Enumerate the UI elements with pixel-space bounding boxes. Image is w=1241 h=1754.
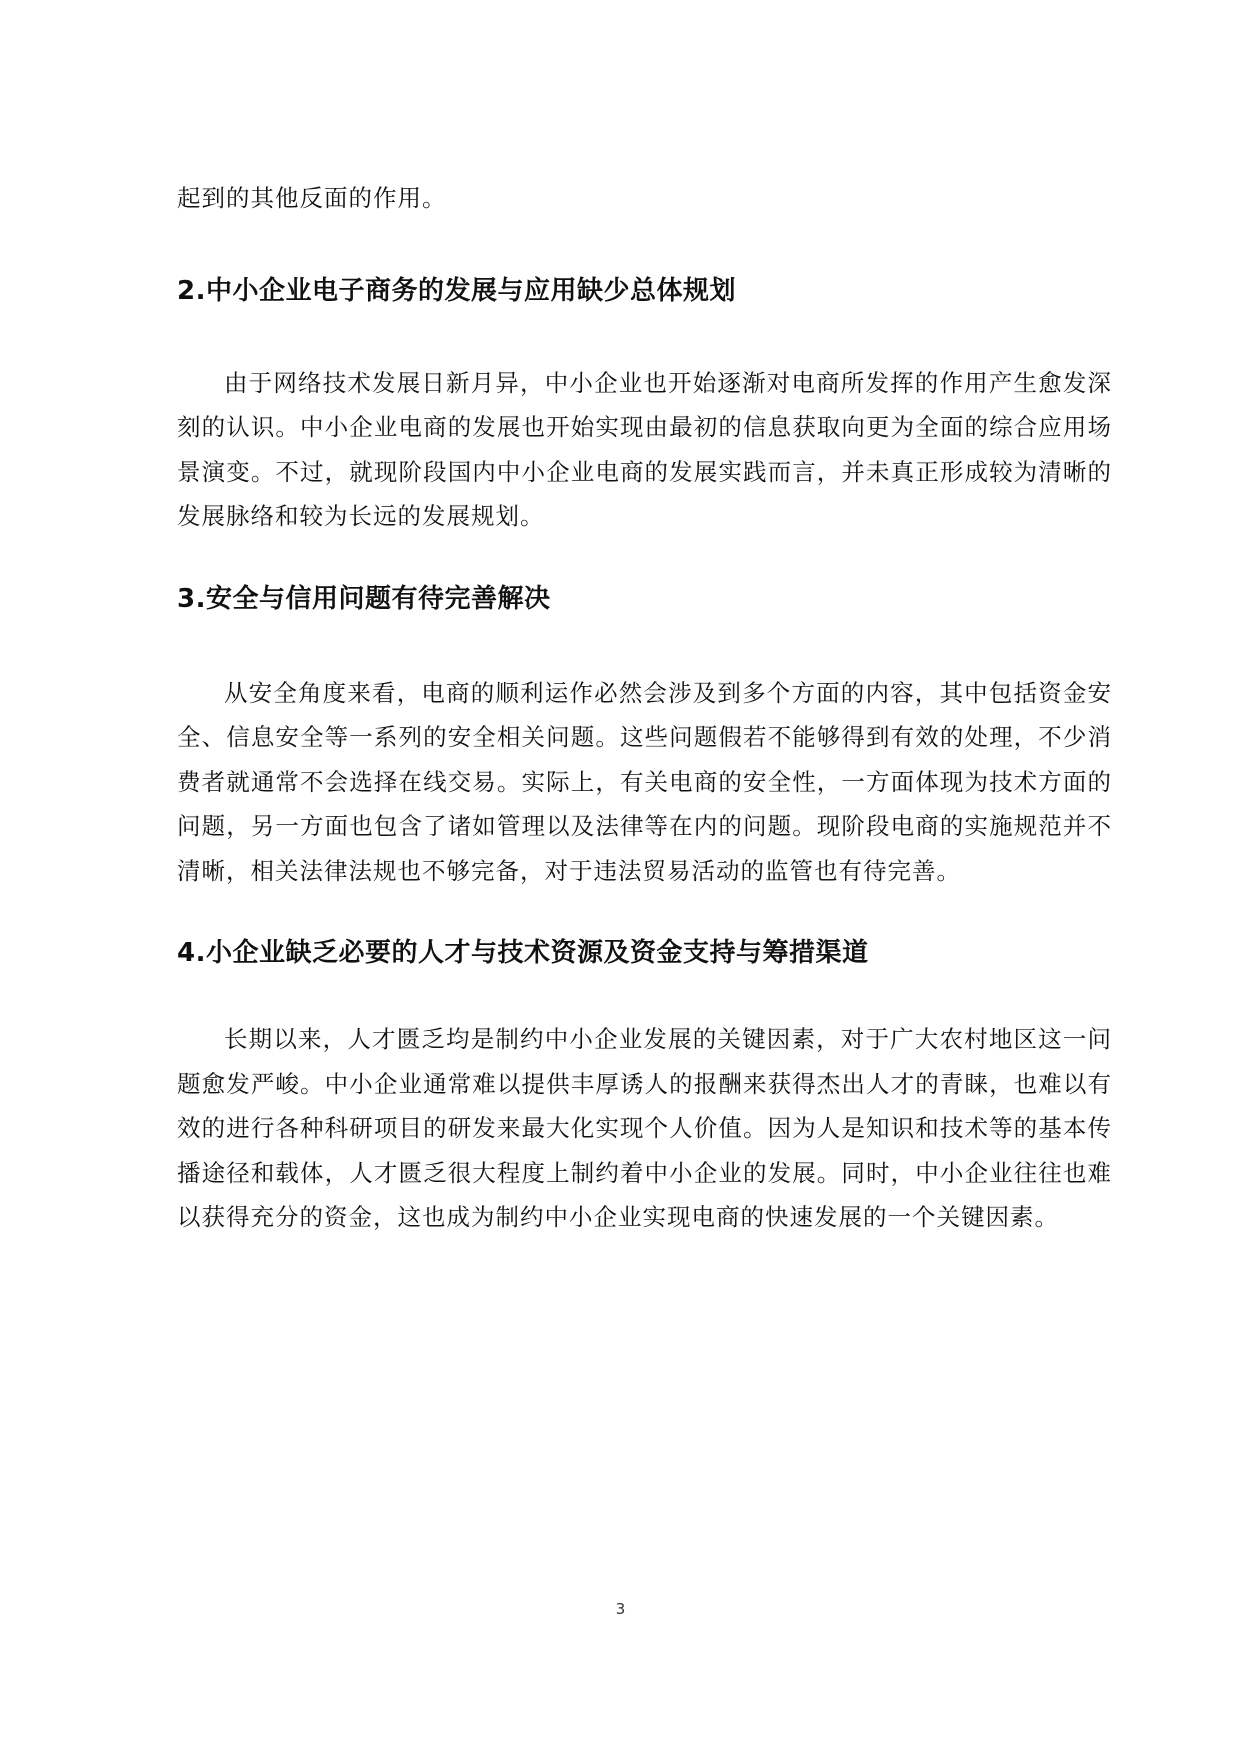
section-heading-2: 2.中小企业电子商务的发展与应用缺少总体规划: [177, 275, 736, 306]
section-heading-3: 3.安全与信用问题有待完善解决: [177, 583, 551, 614]
section-paragraph-4: 长期以来，人才匮乏均是制约中小企业发展的关键因素，对于广大农村地区这一问题愈发严峻。中小企业通常难以提供丰厚诱人的报酬来获得杰出人才的青睐，也难以有效的进行各种科研项目的研发来最大化实现个人价值。因为人是知识和技术等的基本传播途径和载体，人才匮乏很大程度上制约着中小企业的发展。同时，中小企业往往也难以获得充分的资金，这也成为制约中小企业实现电商的快速发展的一个关键因素。: [177, 1025, 1112, 1231]
section-paragraph-2: 由于网络技术发展日新月异，中小企业也开始逐渐对电商所发挥的作用产生愈发深刻的认识。中小企业电商的发展也开始实现由最初的信息获取向更为全面的综合应用场景演变。不过，就现阶段国内中小企业电商的发展实践而言，并未真正形成较为清晰的发展脉络和较为长远的发展规划。: [177, 368, 1112, 530]
section-heading-4: 4.小企业缺乏必要的人才与技术资源及资金支持与筹措渠道: [177, 938, 869, 968]
document-body: [177, 176, 1112, 1240]
section-paragraph-3: 从安全角度来看，电商的顺利运作必然会涉及到多个方面的内容，其中包括资金安全、信息安全等一系列的安全相关问题。这些问题假若不能够得到有效的处理，不少消费者就通常不会选择在线交易。实际上，有关电商的安全性，一方面体现为技术方面的问题，另一方面也包含了诸如管理以及法律等在内的问题。现阶段电商的实施规范并不清晰，相关法律法规也不够完备，对于违法贸易活动的监管也有待完善。: [177, 678, 1112, 885]
page-number: 3: [615, 1600, 626, 1618]
lead-paragraph: 起到的其他反面的作用。: [177, 184, 447, 212]
